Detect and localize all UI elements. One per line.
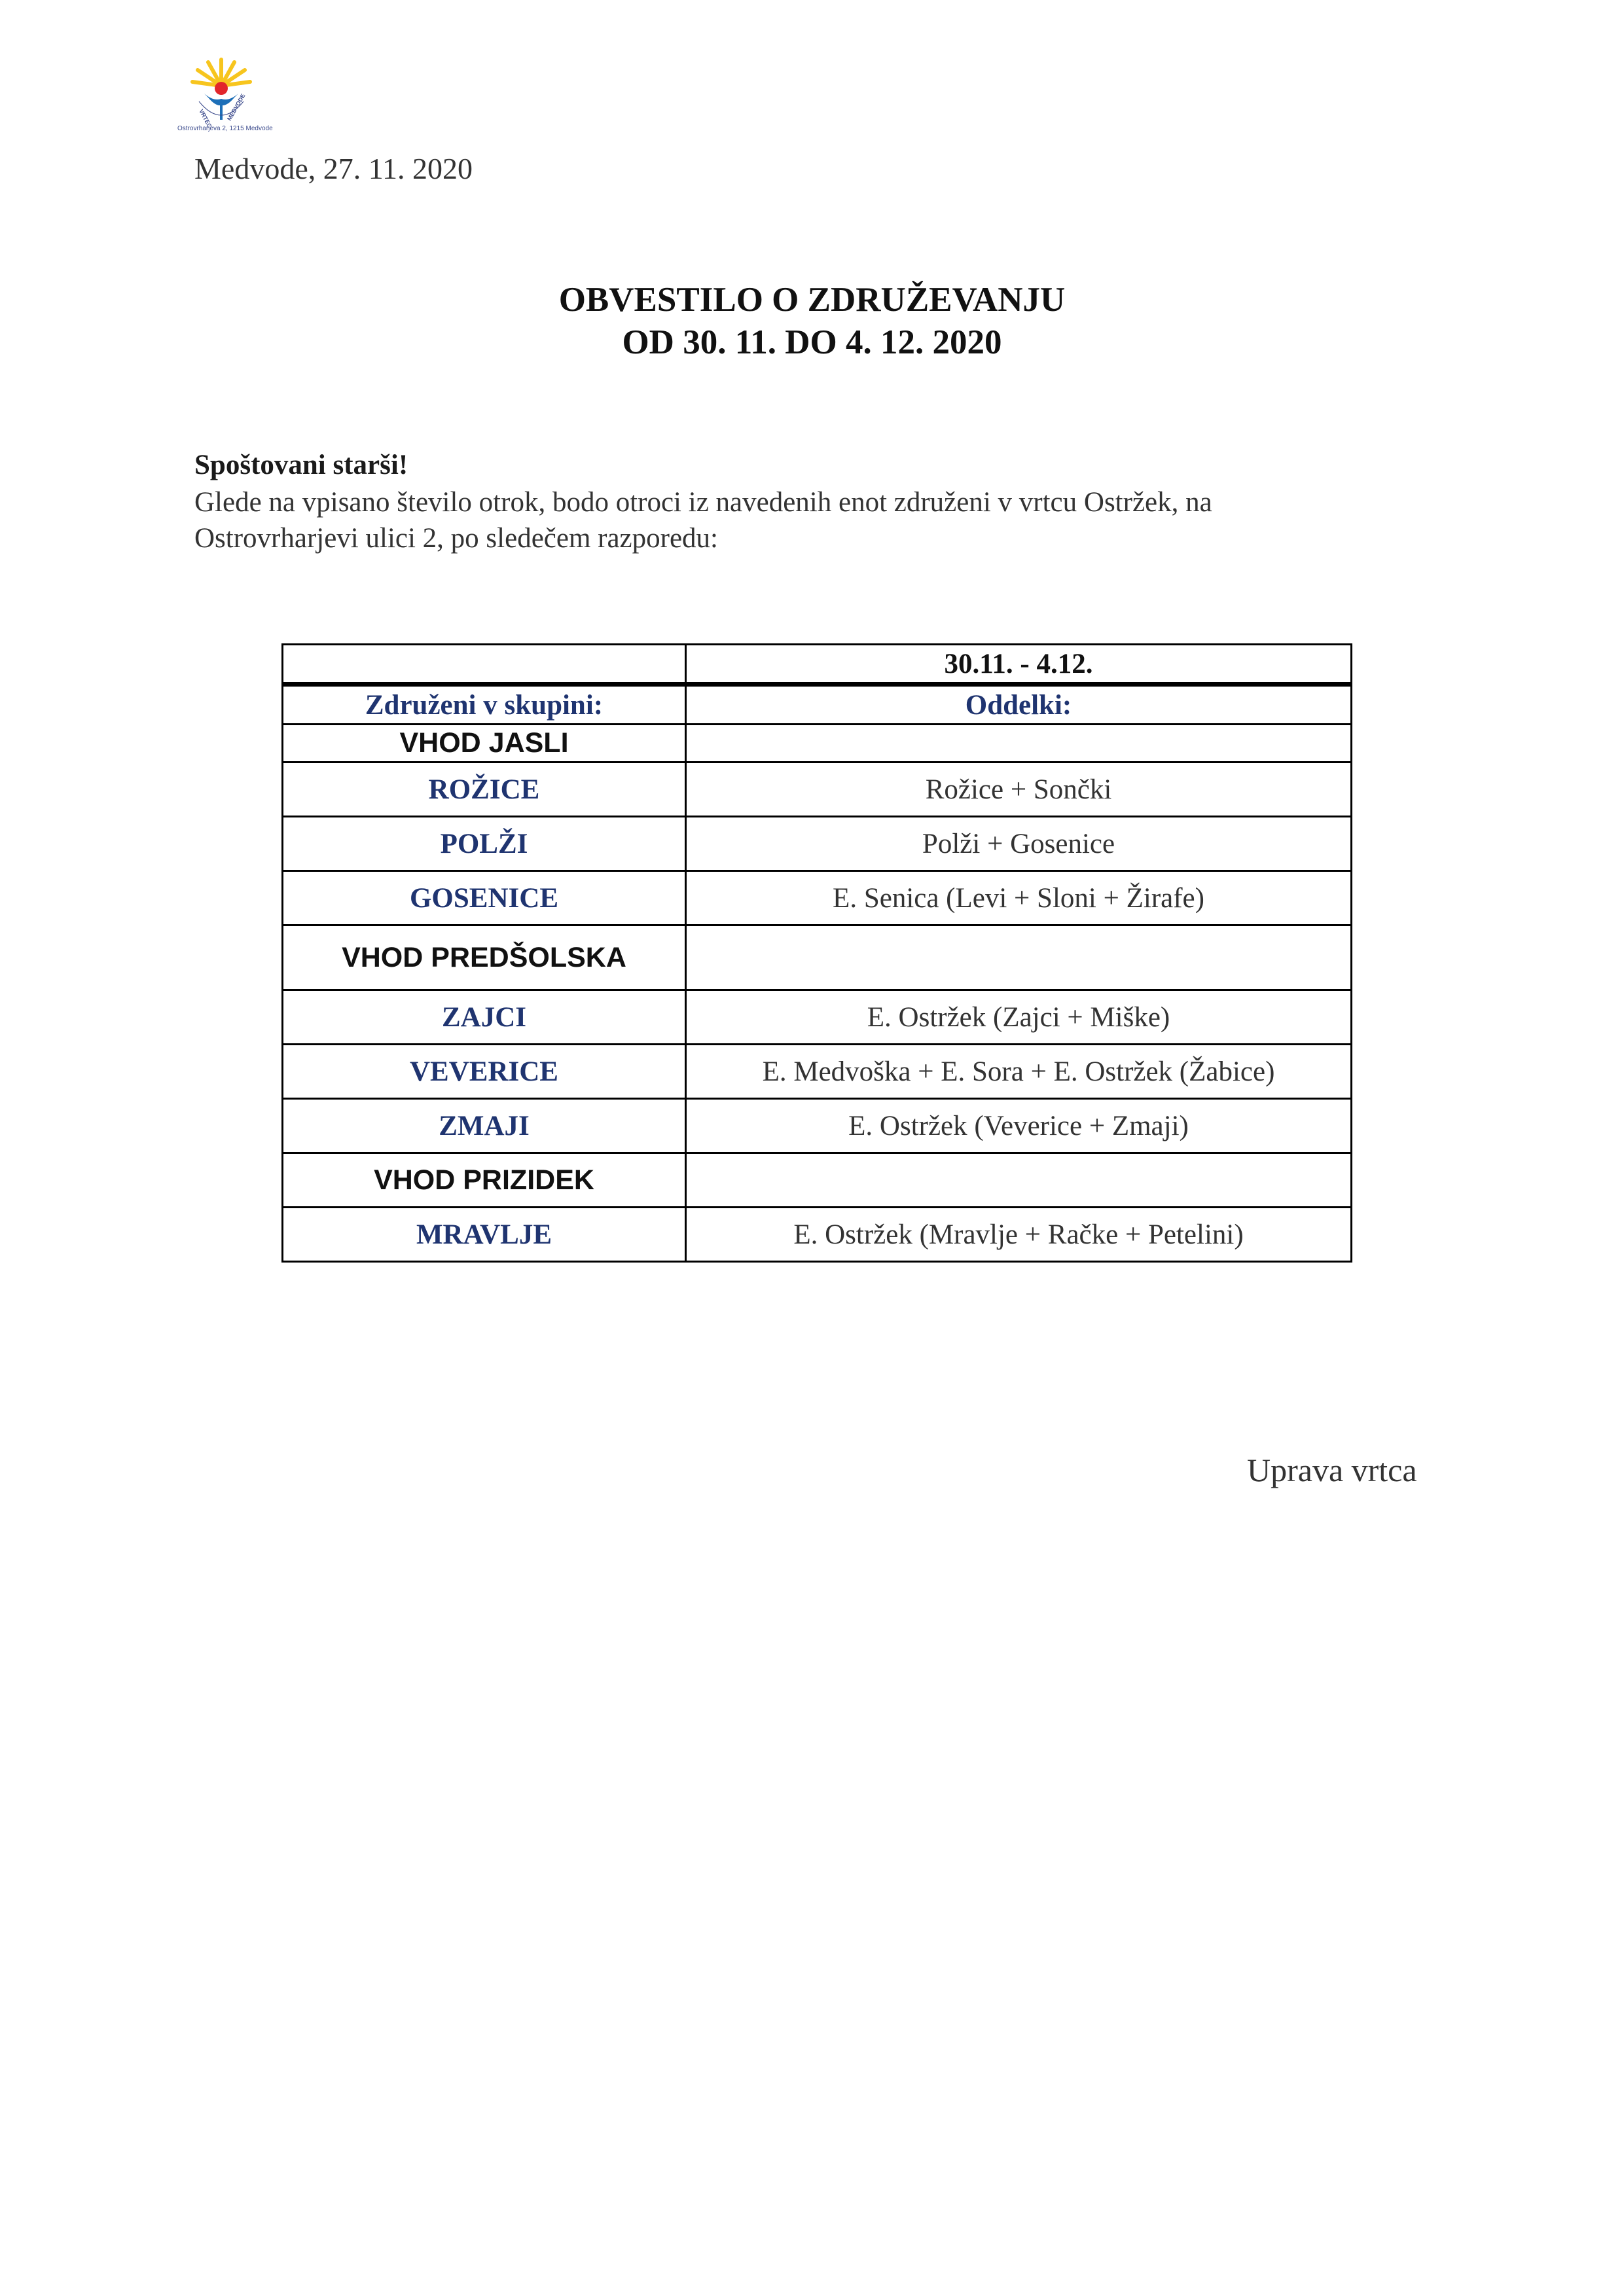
grouping-table — [281, 643, 1352, 1263]
group-units: Polži + Gosenice — [686, 817, 1352, 871]
table-cell-empty — [283, 645, 686, 685]
table-row — [283, 871, 1352, 925]
group-name: ROŽICE — [283, 762, 686, 817]
group-units: E. Ostržek (Zajci + Miške) — [686, 990, 1352, 1045]
signature: Uprava vrtca — [1247, 1452, 1417, 1488]
document-title: OBVESTILO O ZDRUŽEVANJU — [558, 281, 1066, 319]
group-name: ZMAJI — [283, 1099, 686, 1153]
group-units: E. Senica (Levi + Sloni + Žirafe) — [686, 871, 1352, 925]
entrance-label: VHOD PRIZIDEK — [283, 1153, 686, 1208]
table-row — [283, 990, 1352, 1045]
table-row-entrance — [283, 1153, 1352, 1208]
group-name: GOSENICE — [283, 871, 686, 925]
table-row — [283, 1045, 1352, 1099]
kindergarten-sun-logo-icon — [185, 56, 258, 134]
group-name: MRAVLJE — [283, 1208, 686, 1262]
group-units: E. Medvoška + E. Sora + E. Ostržek (Žabice) — [686, 1045, 1352, 1099]
table-row-entrance — [283, 725, 1352, 762]
greeting: Spoštovani starši! — [194, 450, 408, 480]
table-cell-value — [686, 925, 1352, 990]
table-row — [283, 817, 1352, 871]
table-row — [283, 762, 1352, 817]
table-date-row — [283, 645, 1352, 685]
logo-address-caption: Ostrovrharjeva 2, 1215 Medvode — [177, 125, 273, 132]
entrance-label: VHOD JASLI — [283, 725, 686, 762]
group-name: ZAJCI — [283, 990, 686, 1045]
table-row — [283, 1099, 1352, 1153]
document-subtitle-dates: OD 30. 11. DO 4. 12. 2020 — [622, 323, 1002, 361]
column-header-units: Oddelki: — [686, 685, 1352, 725]
table-row — [283, 1208, 1352, 1262]
column-header-groups: Združeni v skupini: — [283, 685, 686, 725]
intro-line: Glede na vpisano število otrok, bodo otroci iz navedenih enot združeni v vrtcu Ostržek, na — [194, 487, 1212, 518]
table-date-range: 30.11. - 4.12. — [686, 645, 1352, 685]
group-units: E. Ostržek (Mravlje + Račke + Petelini) — [686, 1208, 1352, 1262]
table-cell-value — [686, 725, 1352, 762]
entrance-label: VHOD PREDŠOLSKA — [283, 925, 686, 990]
document-date: Medvode, 27. 11. 2020 — [194, 152, 473, 185]
svg-text:VRTEC: VRTEC — [198, 108, 213, 129]
table-cell-value — [686, 1153, 1352, 1208]
table-row-entrance — [283, 925, 1352, 990]
group-units: Rožice + Sončki — [686, 762, 1352, 817]
table-header-row — [283, 685, 1352, 725]
group-name: POLŽI — [283, 817, 686, 871]
group-name: VEVERICE — [283, 1045, 686, 1099]
group-units: E. Ostržek (Veverice + Zmaji) — [686, 1099, 1352, 1153]
svg-text:MEDVODE: MEDVODE — [226, 92, 247, 122]
intro-paragraph — [194, 484, 1438, 556]
intro-line: Ostrovrharjevi ulici 2, po sledečem razporedu: — [194, 523, 718, 554]
